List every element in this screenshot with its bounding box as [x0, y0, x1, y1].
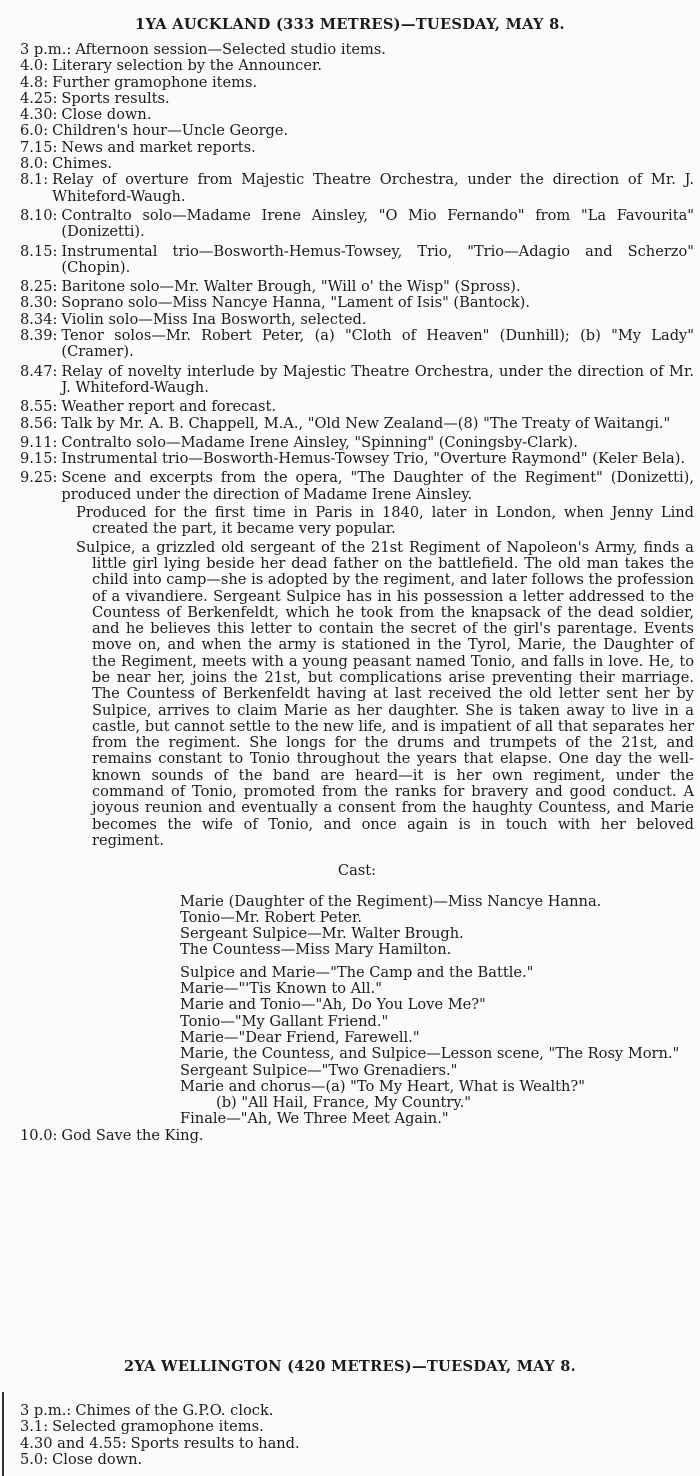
opera-number: (b) "All Hail, France, My Country."	[216, 1094, 471, 1112]
entry-text: Close down.	[52, 1450, 143, 1468]
entry-time: 10.0:	[20, 1126, 58, 1144]
entry-text: Instrumental trio—Bosworth-Hemus-Towsey Trio, "Overture Raymond" (Keler Bela).	[61, 450, 686, 468]
schedule-entry	[20, 399, 694, 415]
entry-time: 8.34:	[20, 310, 58, 328]
cast-member: Tonio—Mr. Robert Peter.	[180, 908, 362, 926]
auckland-heading: 1YA AUCKLAND (333 METRES)—TUESDAY, MAY 8.	[135, 16, 565, 33]
schedule-entry	[20, 312, 694, 328]
schedule-entry	[20, 172, 694, 205]
schedule-entry	[20, 244, 694, 277]
cast-list	[20, 894, 680, 1128]
entry-time: 4.8:	[20, 73, 49, 91]
entry-time: 8.55:	[20, 398, 58, 416]
entry-time: 3 p.m.:	[20, 1402, 72, 1419]
entry-text: Weather report and forecast.	[61, 398, 277, 416]
entry-time: 4.0:	[20, 57, 49, 75]
schedule-entry	[20, 1452, 694, 1468]
entry-time: 8.30:	[20, 294, 58, 312]
entry-time: 4.30:	[20, 106, 58, 124]
schedule-entry	[20, 416, 694, 432]
entry-time: 3.1:	[20, 1418, 49, 1436]
entry-time: 4.25:	[20, 89, 58, 107]
schedule-entry	[20, 123, 694, 139]
schedule-entry	[20, 140, 694, 156]
schedule-entry	[20, 58, 694, 74]
entry-text: Chimes of the G.P.O. clock.	[75, 1402, 274, 1419]
entry-time: 3 p.m.:	[20, 41, 72, 58]
entry-text: Contralto solo—Madame Irene Ainsley, "Spinning" (Coningsby-Clark).	[61, 433, 578, 451]
entry-text: Instrumental trio—Bosworth-Hemus-Towsey, Trio, "Trio—Adagio and Scherzo" (Chopin).	[61, 242, 694, 276]
schedule-entry	[20, 1436, 694, 1452]
entry-text: Literary selection by the Announcer.	[52, 57, 323, 75]
schedule-entry	[20, 328, 694, 361]
wellington-heading: 2YA WELLINGTON (420 METRES)—TUESDAY, MAY 8.	[123, 1358, 577, 1375]
opera-synopsis: Sulpice, a grizzled old sergeant of the 21st Regiment of Napoleon's Army, finds a little girl lying beside her dead father on the battlefield. The old man takes the child into camp—she is adopted by the regiment, and later follows the profession of a vivandiere. Sergeant Sulpice has in his possession a letter addressed to the Countess of Berkenfeldt, which he took from the knapsack of the dead soldier, and he believes this letter to contain the secret of the girl's parentage. Events move on, and when the army is stationed in the Tyrol, Marie, the Daughter of the Regiment, meets with a young peasant named Tonio, and falls in love. He, to be near her, joins the 21st, but complications arise preventing their marriage. The Countess of Berkenfeldt having at last received the old letter sent her by Sulpice, arrives to claim Marie as her daughter. She is taken away to live in a castle, but cannot settle to the new life, and is impatient of all that separates her from the regiment. She longs for the drums and trumpets of the 21st, and remains constant to Tonio throughout the years that elapse. One day the well-known sounds of the band are heard—it is her own regiment, under the command of Tonio, promoted from the ranks for bravery and good conduct. A joyous reunion and eventually a consent from the haughty Countess, and Marie becomes the wife of Tonio, and once again is in touch with her beloved regiment.	[76, 538, 694, 849]
auckland-schedule	[20, 42, 694, 1144]
entry-text: Sports results.	[61, 89, 170, 107]
schedule-entry	[20, 1128, 694, 1144]
entry-time: 9.25:	[20, 469, 58, 487]
entry-time: 4.30 and 4.55:	[20, 1434, 127, 1452]
schedule-entry	[20, 470, 694, 503]
entry-time: 8.0:	[20, 155, 49, 173]
opera-number: Sergeant Sulpice—"Two Grenadiers."	[180, 1061, 458, 1079]
entry-text: Violin solo—Miss Ina Bosworth, selected.	[61, 310, 367, 328]
entry-time: 9.11:	[20, 433, 58, 451]
entry-time: 5.0:	[20, 1450, 49, 1468]
opera-number: Marie and Tonio—"Ah, Do You Love Me?"	[180, 996, 486, 1014]
schedule-entry	[20, 107, 694, 123]
cast-member: Marie (Daughter of the Regiment)—Miss Nancye Hanna.	[180, 892, 602, 910]
entry-text: Selected gramophone items.	[52, 1418, 264, 1436]
entry-text: Scene and excerpts from the opera, "The Daughter of the Regiment" (Donizetti), produced under the direction of Madame Irene Ainsley.	[61, 469, 694, 503]
opera-number: Sulpice and Marie—"The Camp and the Battle."	[180, 963, 534, 981]
entry-text: Soprano solo—Miss Nancye Hanna, "Lament of Isis" (Bantock).	[61, 294, 530, 312]
schedule-entry	[20, 1403, 694, 1419]
entry-text: Tenor solos—Mr. Robert Peter, (a) "Cloth of Heaven" (Dunhill); (b) "My Lady" (Cramer).	[61, 327, 694, 361]
entry-text: Further gramophone items.	[52, 73, 258, 91]
schedule-entry	[20, 451, 694, 467]
cast-title: Cast:	[337, 862, 377, 880]
entry-time: 8.47:	[20, 362, 58, 380]
entry-text: News and market reports.	[61, 138, 256, 156]
entry-time: 7.15:	[20, 138, 58, 156]
entry-text: Close down.	[61, 106, 152, 124]
opera-number: Tonio—"My Gallant Friend."	[180, 1012, 389, 1030]
schedule-entry	[20, 1419, 694, 1435]
schedule-entry	[20, 279, 694, 295]
opera-number: Marie—"Dear Friend, Farewell."	[180, 1028, 420, 1046]
entry-time: 8.39:	[20, 327, 58, 345]
schedule-entry	[20, 91, 694, 107]
schedule-entry	[20, 364, 694, 397]
schedule-entry	[20, 75, 694, 91]
entry-time: 6.0:	[20, 122, 49, 140]
opera-number: Marie and chorus—(a) "To My Heart, What is Wealth?"	[180, 1077, 585, 1095]
entry-text: Contralto solo—Madame Irene Ainsley, "O Mio Fernando" from "La Favourita" (Donizetti).	[61, 206, 694, 241]
entry-text: God Save the King.	[61, 1126, 204, 1144]
entry-text: Talk by Mr. A. B. Chappell, M.A., "Old New Zealand—(8) "The Treaty of Waitangi."	[61, 414, 671, 432]
entry-time: 8.56:	[20, 414, 58, 432]
schedule-entry	[20, 156, 694, 172]
entry-time: 9.15:	[20, 450, 58, 468]
schedule-entry	[20, 295, 694, 311]
opera-intro: Produced for the first time in Paris in 1840, later in London, when Jenny Lind created the part, it became very popular.	[76, 504, 694, 538]
opera-number: Marie, the Countess, and Sulpice—Lesson scene, "The Rosy Morn."	[180, 1045, 680, 1063]
entry-time: 8.15:	[20, 242, 58, 260]
entry-text: Sports results to hand.	[130, 1434, 300, 1452]
cast-member: Sergeant Sulpice—Mr. Walter Brough.	[180, 925, 464, 943]
entry-text: Baritone solo—Mr. Walter Brough, "Will o' the Wisp" (Spross).	[61, 278, 521, 296]
entry-text: Chimes.	[52, 155, 112, 173]
wellington-schedule	[20, 1403, 694, 1468]
entry-text: Relay of overture from Majestic Theatre Orchestra, under the direction of Mr. J. Whiteford-Waugh.	[52, 171, 694, 205]
entry-text: Relay of novelty interlude by Majestic Theatre Orchestra, under the direction of Mr. J. Whiteford-Waugh.	[61, 362, 694, 396]
margin-rule	[2, 1392, 4, 1476]
entry-time: 8.10:	[20, 206, 58, 224]
opera-number: Marie—"'Tis Known to All."	[180, 980, 382, 998]
schedule-entry	[20, 42, 694, 58]
schedule-entry	[20, 435, 694, 451]
opera-number: Finale—"Ah, We Three Meet Again."	[180, 1110, 449, 1128]
entry-text: Afternoon session—Selected studio items.	[75, 41, 386, 58]
entry-text: Children's hour—Uncle George.	[52, 122, 289, 140]
schedule-entry	[20, 208, 694, 241]
entry-time: 8.1:	[20, 171, 49, 189]
entry-time: 8.25:	[20, 278, 58, 296]
cast-member: The Countess—Miss Mary Hamilton.	[180, 941, 452, 959]
